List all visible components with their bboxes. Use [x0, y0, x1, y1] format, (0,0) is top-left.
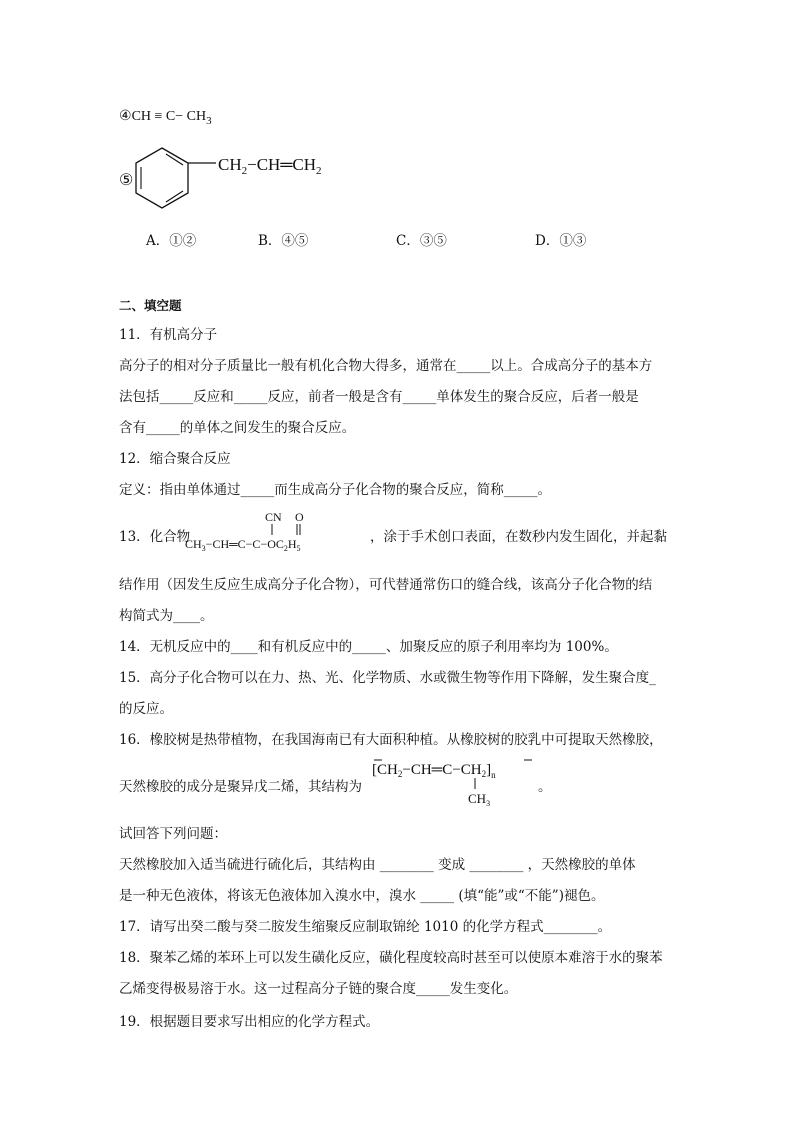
q11-line: 法包括_____反应和_____反应，前者一般是含有_____单体发生的聚合反应，后者一般是 [119, 389, 639, 405]
option-a[interactable]: A．①② [146, 233, 197, 249]
q16-methyl: $CH_3$ [468, 791, 491, 806]
formula-segment: ═ [280, 155, 293, 174]
q15-line: 的反应。 [119, 701, 173, 717]
q11-line: 含有_____的单体之间发生的聚合反应。 [119, 420, 356, 436]
q12-title: 12．缩合聚合反应 [119, 451, 231, 467]
item-4-label: ④ [119, 109, 132, 124]
item-4-formula: ④CH ≡ $C- CH_3$ [119, 109, 212, 127]
section-heading: 二、填空题 [119, 298, 182, 313]
q16-subhead: 试回答下列问题： [119, 826, 227, 842]
q13-main-chain: $CH_3-CH═C-C-OC_2H_5$ [185, 537, 301, 553]
q18-line: 乙烯变得极易溶于水。这一过程高分子链的聚合度_____发生变化。 [119, 981, 518, 997]
q15-line: 15．高分子化合物可以在力、热、光、化学物质、水或微生物等作用下降解，发生聚合度_ [119, 670, 656, 686]
q19-line: 19．根据题目要求写出相应的化学方程式。 [119, 1014, 380, 1030]
option-d[interactable]: D．①③ [535, 233, 587, 249]
subscript: 2 [241, 165, 248, 177]
q16-line1: 16．橡胶树是热带植物，在我国海南已有大面积种植。从橡胶树的胶乳中可提取天然橡胶， [119, 732, 663, 748]
formula-segment: CH [218, 155, 242, 174]
q13-line: 构简式为____。 [119, 608, 214, 624]
formula-segment: −CH [247, 155, 281, 174]
option-b[interactable]: B．④⑤ [258, 233, 309, 249]
q13-suffix: ，涂于手术创口表面，在数秒内发生固化，并起黏 [370, 529, 667, 545]
q16-line2: 天然橡胶的成分是聚异戊二烯，其结构为 [119, 779, 362, 795]
q16-question: 是一种无色液体，将该无色液体加入溴水中，溴水 _____ (填“能”或“不能”)褪色。 [119, 888, 605, 904]
option-c[interactable]: C．③⑤ [396, 233, 447, 249]
q13-o: O [295, 510, 304, 524]
q11-line: 高分子的相对分子质量比一般有机化合物大得多，通常在_____以上。合成高分子的基本方 [119, 358, 653, 374]
q13-prefix: 13．化合物 [119, 529, 191, 545]
item-5-structure [132, 140, 362, 218]
q13-line: 结作用（因发生反应生成高分子化合物），可代替通常伤口的缝合线，该高分子化合物的结 [119, 577, 653, 593]
q12-definition: 定义：指由单体通过_____而生成高分子化合物的聚合反应，简称_____。 [119, 482, 551, 498]
q11-title: 11．有机高分子 [119, 327, 218, 343]
q16-question: 天然橡胶加入适当硫进行硫化后，其结构由 ________ 变成 ________ ，天然橡胶的单体 [119, 857, 636, 873]
formula-segment: CH [292, 155, 316, 174]
q16-repeat-unit: $[CH_2-CH═C-CH_2]_n$ [372, 762, 496, 780]
q17-line: 17．请写出癸二酸与癸二胺发生缩聚反应制取锦纶 1010 的化学方程式________。 [119, 919, 612, 935]
q16-line2-end: 。 [538, 779, 552, 795]
subscript: 2 [316, 165, 322, 177]
item-5-label: ⑤ [119, 172, 134, 189]
item-5-substituent [218, 155, 322, 177]
benzene-ring [136, 148, 188, 208]
q13-cn: CN [265, 510, 282, 524]
q14-line: 14．无机反应中的____和有机反应中的_____、加聚反应的原子利用率均为 100%。 [119, 639, 618, 655]
q16-structure [372, 756, 547, 806]
q18-line: 18．聚苯乙烯的苯环上可以发生磺化反应，磺化程度较高时甚至可以使原本难溶于水的聚苯 [119, 950, 663, 966]
q13-structure [185, 506, 370, 554]
